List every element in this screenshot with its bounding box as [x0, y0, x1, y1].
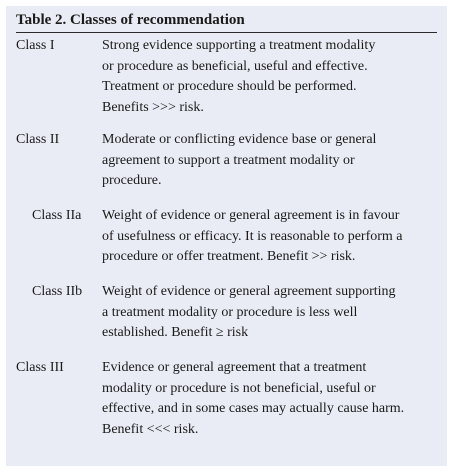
description-line: Benefits >>> risk. [102, 99, 204, 115]
class-label: Class IIa [32, 208, 82, 223]
class-label: Class III [16, 360, 64, 375]
description-line: Weight of evidence or general agreement is in favour [102, 208, 400, 223]
description-line: modality or procedure is not beneficial, useful or [102, 380, 376, 396]
description-line: Strong evidence supporting a treatment modality [102, 38, 376, 53]
class-description [102, 130, 442, 192]
description-line: Treatment or procedure should be performed. [102, 79, 357, 94]
description-line: Evidence or general agreement that a treatment [102, 360, 367, 375]
description-line: procedure or offer treatment. Benefit >> risk. [102, 249, 356, 264]
class-description [102, 358, 442, 440]
description-line: Moderate or conflicting evidence base or general [102, 132, 377, 147]
class-description [102, 36, 442, 118]
class-label: Class IIb [32, 284, 83, 299]
description-line: effective, and in some cases may actually cause harm. [102, 401, 405, 416]
description-line: or procedure as beneficial, useful and effective. [102, 58, 368, 74]
class-description [102, 206, 442, 268]
class-label: Class II [16, 132, 60, 147]
description-line: a treatment modality or procedure is less well [102, 304, 358, 320]
class-description [102, 282, 442, 344]
description-line: Benefit <<< risk. [102, 421, 199, 437]
description-line: established. Benefit ≥ risk [102, 325, 249, 340]
description-line: agreement to support a treatment modality or [102, 152, 355, 168]
recommendation-classes-table [6, 6, 447, 466]
description-line: Weight of evidence or general agreement supporting [102, 284, 396, 299]
table-title: Table 2. Classes of recommendation [16, 12, 245, 28]
title-divider [16, 32, 437, 33]
class-label: Class I [16, 38, 55, 53]
description-line: of usefulness or efficacy. It is reasonable to perform a [102, 228, 403, 244]
description-line: procedure. [102, 173, 162, 188]
